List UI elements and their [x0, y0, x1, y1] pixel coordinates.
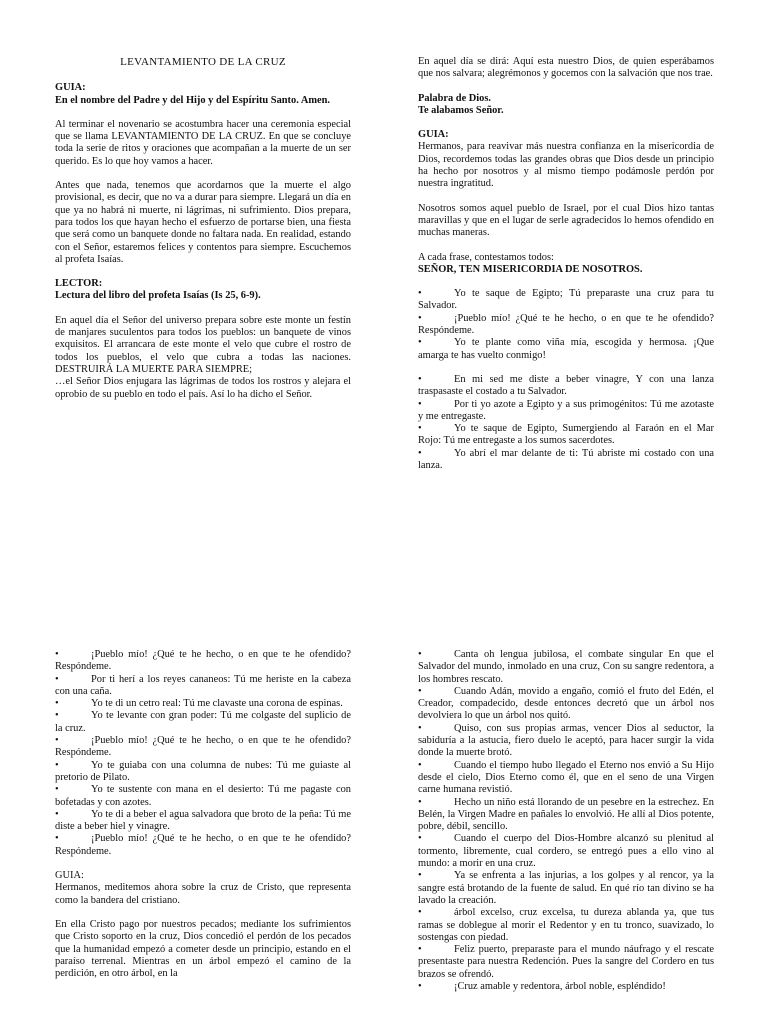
guia-label: GUIA:: [55, 870, 84, 882]
reading-title: Lectura del libro del profeta Isaías (Is 25, 6-9).: [55, 290, 261, 302]
paragraph: A cada frase, contestamos todos:: [418, 251, 554, 263]
list-item: • Quiso, con sus propias armas, vencer Dios al seductor, la sabiduría a la astucia, fiero duelo le aceptó, para hacer surgir la vida donde la muerte brotó.: [418, 723, 714, 760]
list-item: • Yo te saque de Egipto, Sumergiendo al Faraón en el Mar Rojo: Tú me entregaste a los sumos sacerdotes.: [418, 423, 714, 448]
list-item: • Canta oh lengua jubilosa, el combate singular En que el Salvador del mundo, inmolado en una cruz, Con su sangre redentora, a los hombres rescato.: [418, 649, 714, 686]
response-misericordia: SEÑOR, TEN MISERICORDIA DE NOSOTROS.: [418, 263, 643, 275]
guia-label: GUIA:: [55, 82, 86, 94]
list-item: • Cuando Adán, movido a engaño, comió el fruto del Edén, el Creador, compadecido, desde entonces decretó que un árbol nos devolviera lo que un árbol nos quitó.: [418, 686, 714, 723]
list-item: • Yo te di un cetro real: Tú me clavaste una corona de espinas.: [55, 698, 351, 710]
list-item: • Cuando el cuerpo del Dios-Hombre alcanzó su plenitud al tormento, libremente, cual cordero, se entregó pues a ello vino al mundo: a morir en una cruz.: [418, 833, 714, 870]
list-item: • Yo te plante como viña mía, escogida y hermosa. ¡Que amarga te has vuelto conmigo!: [418, 337, 714, 362]
list-item: • ¡Pueblo mío! ¿Qué te he hecho, o en que te he ofendido? Respóndeme.: [418, 313, 714, 338]
document-title: LEVANTAMIENTO DE LA CRUZ: [120, 56, 286, 68]
list-item: • ¡Cruz amable y redentora, árbol noble, espléndido!: [418, 981, 714, 993]
list-item: • Por ti yo azote a Egipto y a sus primogénitos: Tú me azotaste y me entregaste.: [418, 399, 714, 424]
list-item: • Yo abrí el mar delante de ti: Tú abriste mi costado con una lanza.: [418, 448, 714, 473]
guia-invocation: En el nombre del Padre y del Hijo y del Espíritu Santo. Amen.: [55, 94, 330, 106]
hymn-list: [418, 649, 714, 993]
paragraph: Hermanos, meditemos ahora sobre la cruz de Cristo, que representa como la bandera del cristiano.: [55, 882, 351, 906]
list-item: • Yo te saque de Egipto; Tú preparaste una cruz para tu Salvador.: [418, 288, 714, 313]
list-item: • Cuando el tiempo hubo llegado el Eterno nos envió a Su Hijo desde el cielo, Dios Eterno como él, que en el seno de una Virgen carne humana revistió.: [418, 760, 714, 797]
list-item: • Feliz puerto, preparaste para el mundo náufrago y el rescate presentaste para nuestra Redención. Pues la sangre del Cordero en tus brazos se ofrendó.: [418, 944, 714, 981]
column-top-left: [55, 56, 351, 413]
column-top-right: [418, 56, 714, 472]
list-item: • Yo te guiaba con una columna de nubes: Tú me guiaste al pretorio de Pilato.: [55, 760, 351, 785]
guia-label: GUIA:: [418, 129, 449, 141]
list-item: • árbol excelso, cruz excelsa, tu dureza ablanda ya, que tus ramas se doblegue al morir el Redentor y en tu tronco, suavizado, lo sostengas con piedad.: [418, 907, 714, 944]
litany-list: [418, 288, 714, 362]
list-item: • ¡Pueblo mío! ¿Qué te he hecho, o en que te he ofendido? Respóndeme.: [55, 833, 351, 858]
list-item: • Por ti herí a los reyes cananeos: Tú me heriste en la cabeza con una caña.: [55, 674, 351, 699]
paragraph: Hermanos, para reavivar más nuestra confianza en la misericordia de Dios, recordemos todas las grandes obras que Dios desde un principio ha hecho por nosotros y al mismo tiempo podámosle perdón por nuestra ingratitud.: [418, 141, 714, 190]
list-item: • Yo te di a beber el agua salvadora que broto de la peña: Tú me diste a beber hiel y vinagre.: [55, 809, 351, 834]
list-item: • Yo te levante con gran poder: Tú me colgaste del suplicio de la cruz.: [55, 710, 351, 735]
palabra-de-dios: Palabra de Dios.: [418, 92, 492, 104]
column-bottom-right: [418, 649, 714, 993]
response-alabamos: Te alabamos Señor.: [418, 104, 504, 116]
list-item: • ¡Pueblo mío! ¿Qué te he hecho, o en que te he ofendido? Respóndeme.: [55, 735, 351, 760]
list-item: • Yo te sustente con mana en el desierto: Tú me pagaste con bofetadas y con azotes.: [55, 784, 351, 809]
litany-list: [418, 374, 714, 472]
list-item: • ¡Pueblo mío! ¿Qué te he hecho, o en que te he ofendido? Respóndeme.: [55, 649, 351, 674]
paragraph: En ella Cristo pago por nuestros pecados; mediante los sufrimientos que Cristo soporto en la cruz, Dios concedió el perdón de los pecados que la humanidad empezó a cometer desde un principio, estando en el paraíso terrenal. Mientras en un árbol empezó el camino de la perdición, en otro árbol, en la: [55, 918, 351, 980]
list-item: • Ya se enfrenta a las injurias, a los golpes y al rencor, ya la sangre está brotando de la fuente de salud. En qué río tan divino se ha lavado la creación.: [418, 870, 714, 907]
lector-label: LECTOR:: [55, 278, 103, 290]
paragraph: Al terminar el novenario se acostumbra hacer una ceremonia especial que se llama LEVANTAMIENTO DE LA CRUZ. En que se concluye toda la serie de ritos y oraciones que acompañan a la muerte de un ser querido. Es lo que hoy vamos a hacer.: [55, 118, 351, 167]
list-item: • Hecho un niño está llorando de un pesebre en la estrechez. En Belén, la Virgen Madre en pañales lo envolvió. He allí al Dios potente, pobre, débil, sencillo.: [418, 797, 714, 834]
list-item: • En mi sed me diste a beber vinagre, Y con una lanza traspasaste el costado a tu Salvador.: [418, 374, 714, 399]
paragraph: Antes que nada, tenemos que acordarnos que la muerte el algo provisional, es decir, que no va a durar para siempre. Llegará un día en que ya no habrá ni muerte, ni lágrimas, ni sufrimiento. Dios prepara, para todos los que hayan hecho el esfuerzo de portarse bien, una fiesta que será como un banquete donde no faltara nada. En realidad, estando con el Señor, estaremos felices y contentos para siempre. Escuchemos al profeta Isaías.: [55, 180, 351, 265]
paragraph: En aquel día se dirá: Aquí esta nuestro Dios, de quien esperábamos que nos salvara; alegrémonos y gocemos con la salvación que nos trae.: [418, 56, 714, 80]
paragraph: En aquel día el Señor del universo prepara sobre este monte un festín de manjares suculentos para todos los pueblos: un banquete de vinos exquisitos. El arrancara de este monte el velo que cubre el rostro de todos los pueblos, el velo que cubra a todas las naciones. DESTRUIRÁ LA MUERTE PARA SIEMPRE;: [55, 314, 351, 375]
litany-list: [55, 649, 351, 858]
paragraph: Nosotros somos aquel pueblo de Israel, por el cual Dios hizo tantas maravillas y que en el lugar de serle agradecidos lo hemos ofendido en muchas maneras.: [418, 202, 714, 239]
column-bottom-left: [55, 649, 351, 992]
paragraph: …el Señor Dios enjugara las lágrimas de todos los rostros y alejara el oprobio de su pueblo en todo el país. Así lo ha dicho el Señor.: [55, 376, 351, 400]
